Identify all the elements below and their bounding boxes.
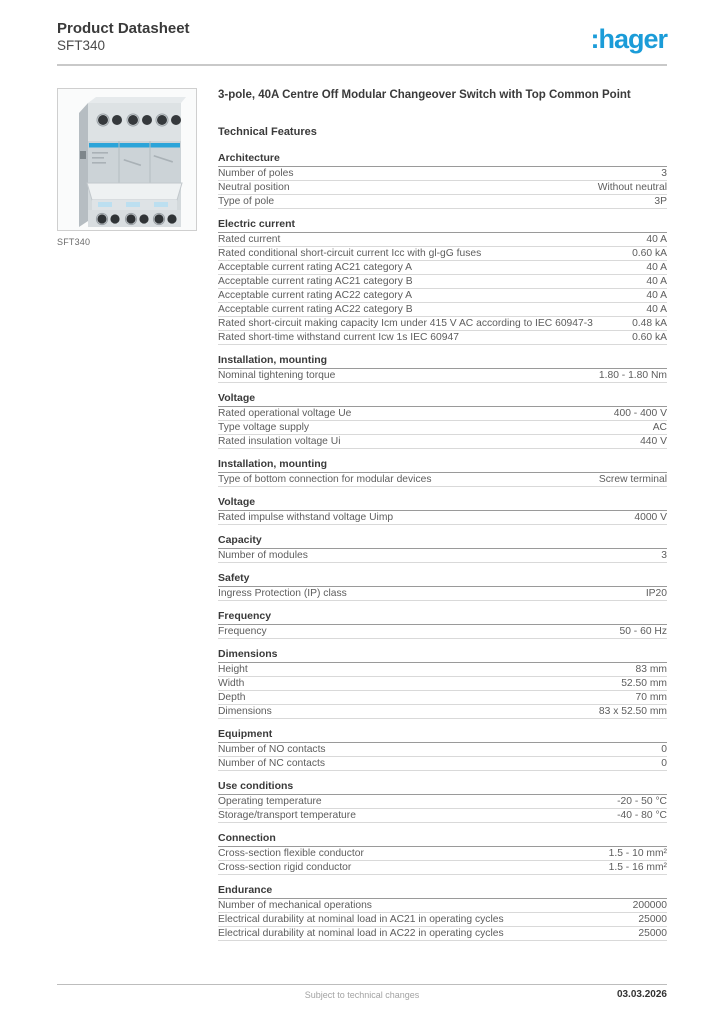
spec-label: Rated insulation voltage Ui [218, 435, 341, 447]
section-rows [218, 587, 667, 601]
page-header [57, 0, 667, 66]
spec-row [218, 303, 667, 317]
spec-section [218, 153, 667, 209]
spec-row [218, 511, 667, 525]
spec-section [218, 781, 667, 823]
section-title: Endurance [218, 885, 667, 899]
spec-section [218, 729, 667, 771]
spec-value: 0 [661, 757, 667, 769]
spec-row [218, 809, 667, 823]
header-titles [57, 20, 190, 55]
spec-row [218, 861, 667, 875]
product-image [57, 88, 197, 231]
spec-row [218, 677, 667, 691]
spec-row [218, 421, 667, 435]
spec-value: 400 - 400 V [613, 407, 667, 419]
spec-row [218, 247, 667, 261]
spec-label: Electrical durability at nominal load in AC21 in operating cycles [218, 913, 504, 925]
footer-date: 03.03.2026 [616, 989, 667, 1000]
spec-label: Width [218, 677, 245, 689]
spec-value: 4000 V [634, 511, 667, 523]
spec-label: Neutral position [218, 181, 290, 193]
spec-value: 0 [661, 743, 667, 755]
spec-label: Number of modules [218, 549, 308, 561]
section-rows [218, 795, 667, 823]
spec-row [218, 181, 667, 195]
section-rows [218, 743, 667, 771]
section-rows [218, 663, 667, 719]
spec-value: 0.60 kA [632, 331, 667, 343]
spec-label: Acceptable current rating AC21 category A [218, 261, 413, 273]
spec-value: 3P [654, 195, 667, 207]
spec-row [218, 369, 667, 383]
spec-value: IP20 [645, 587, 667, 599]
spec-value: 3 [661, 167, 667, 179]
section-rows [218, 369, 667, 383]
section-title: Connection [218, 833, 667, 847]
spec-row [218, 927, 667, 941]
section-title: Architecture [218, 153, 667, 167]
spec-value: 40 A [646, 261, 667, 273]
spec-label: Acceptable current rating AC21 category B [218, 275, 413, 287]
spec-row [218, 691, 667, 705]
document-reference: SFT340 [57, 38, 106, 53]
section-title: Voltage [218, 497, 667, 511]
spec-value: 1.80 - 1.80 Nm [598, 369, 667, 381]
spec-value: 1.5 - 10 mm² [608, 847, 667, 859]
spec-sections [218, 153, 667, 941]
section-rows [218, 407, 667, 449]
section-rows [218, 473, 667, 487]
spec-label: Number of poles [218, 167, 294, 179]
spec-section [218, 355, 667, 383]
spec-section [218, 535, 667, 563]
spec-row [218, 289, 667, 303]
spec-label: Type voltage supply [218, 421, 310, 433]
spec-section [218, 219, 667, 345]
spec-label: Number of NO contacts [218, 743, 326, 755]
section-title: Installation, mounting [218, 459, 667, 473]
product-title: 3-pole, 40A Centre Off Modular Changeover Switch with Top Common Point [218, 88, 631, 101]
spec-label: Rated impulse withstand voltage Uimp [218, 511, 394, 523]
spec-row [218, 899, 667, 913]
section-title: Voltage [218, 393, 667, 407]
section-title: Dimensions [218, 649, 667, 663]
section-title: Capacity [218, 535, 667, 549]
spec-value: 50 - 60 Hz [619, 625, 667, 637]
spec-value: Without neutral [597, 181, 667, 193]
spec-value: 70 mm [635, 691, 667, 703]
spec-row [218, 663, 667, 677]
spec-row [218, 167, 667, 181]
spec-value: 1.5 - 16 mm² [608, 861, 667, 873]
spec-value: 83 mm [635, 663, 667, 675]
section-rows [218, 233, 667, 345]
spec-section [218, 885, 667, 941]
spec-row [218, 757, 667, 771]
spec-value: 200000 [632, 899, 667, 911]
spec-value: 40 A [646, 303, 667, 315]
spec-section [218, 497, 667, 525]
product-figure [57, 88, 197, 247]
spec-row [218, 847, 667, 861]
hager-logo: :hager [590, 24, 667, 54]
footer-note: Subject to technical changes [304, 990, 420, 1000]
spec-value: 83 x 52.50 mm [598, 705, 667, 717]
section-title: Safety [218, 573, 667, 587]
section-rows [218, 511, 667, 525]
spec-label: Storage/transport temperature [218, 809, 356, 821]
section-rows [218, 167, 667, 209]
spec-section [218, 611, 667, 639]
spec-label: Rated short-circuit making capacity Icm under 415 V AC according to IEC 60947-3 [218, 317, 593, 329]
section-title: Installation, mounting [218, 355, 667, 369]
spec-label: Height [218, 663, 248, 675]
spec-value: 25000 [638, 913, 667, 925]
spec-section [218, 833, 667, 875]
spec-value: Screw terminal [598, 473, 667, 485]
spec-section [218, 649, 667, 719]
spec-section [218, 459, 667, 487]
spec-label: Acceptable current rating AC22 category A [218, 289, 413, 301]
spec-row [218, 913, 667, 927]
spec-value: 3 [661, 549, 667, 561]
spec-label: Rated conditional short-circuit current Icc with gl-gG fuses [218, 247, 482, 259]
spec-row [218, 233, 667, 247]
spec-label: Frequency [218, 625, 267, 637]
technical-features-heading: Technical Features [218, 126, 317, 139]
spec-label: Rated current [218, 233, 281, 245]
section-title: Use conditions [218, 781, 667, 795]
spec-label: Cross-section flexible conductor [218, 847, 364, 859]
spec-value: 0.48 kA [632, 317, 667, 329]
spec-label: Number of mechanical operations [218, 899, 372, 911]
modular-switch-illustration [58, 89, 197, 231]
spec-row [218, 743, 667, 757]
spec-row [218, 705, 667, 719]
section-title: Frequency [218, 611, 667, 625]
section-rows [218, 899, 667, 941]
spec-value: 25000 [638, 927, 667, 939]
spec-value: 40 A [646, 289, 667, 301]
spec-row [218, 795, 667, 809]
page-footer [57, 984, 667, 1006]
spec-row [218, 317, 667, 331]
spec-row [218, 331, 667, 345]
spec-row [218, 435, 667, 449]
spec-label: Type of bottom connection for modular devices [218, 473, 432, 485]
spec-label: Ingress Protection (IP) class [218, 587, 347, 599]
section-rows [218, 549, 667, 563]
spec-row [218, 275, 667, 289]
spec-section [218, 573, 667, 601]
spec-label: Depth [218, 691, 246, 703]
spec-row [218, 261, 667, 275]
section-title: Electric current [218, 219, 667, 233]
main-column [218, 88, 667, 941]
spec-value: 40 A [646, 275, 667, 287]
spec-label: Rated operational voltage Ue [218, 407, 352, 419]
spec-label: Cross-section rigid conductor [218, 861, 352, 873]
section-rows [218, 847, 667, 875]
spec-value: 52.50 mm [621, 677, 667, 689]
spec-row [218, 625, 667, 639]
section-title: Equipment [218, 729, 667, 743]
product-image-caption: SFT340 [57, 236, 91, 247]
spec-row [218, 407, 667, 421]
spec-value: 0.60 kA [632, 247, 667, 259]
spec-row [218, 587, 667, 601]
spec-label: Acceptable current rating AC22 category B [218, 303, 413, 315]
spec-section [218, 393, 667, 449]
spec-value: 40 A [646, 233, 667, 245]
spec-value: 440 V [640, 435, 667, 447]
spec-row [218, 549, 667, 563]
spec-label: Dimensions [218, 705, 272, 717]
spec-value: AC [652, 421, 667, 433]
spec-value: -20 - 50 °C [617, 795, 667, 807]
content-area [57, 88, 667, 941]
section-rows [218, 625, 667, 639]
spec-label: Operating temperature [218, 795, 322, 807]
document-title: Product Datasheet [57, 20, 190, 37]
spec-row [218, 195, 667, 209]
spec-label: Nominal tightening torque [218, 369, 336, 381]
spec-label: Number of NC contacts [218, 757, 326, 769]
spec-label: Electrical durability at nominal load in AC22 in operating cycles [218, 927, 504, 939]
spec-value: -40 - 80 °C [617, 809, 667, 821]
spec-label: Rated short-time withstand current Icw 1s IEC 60947 [218, 331, 459, 343]
spec-row [218, 473, 667, 487]
spec-label: Type of pole [218, 195, 275, 207]
